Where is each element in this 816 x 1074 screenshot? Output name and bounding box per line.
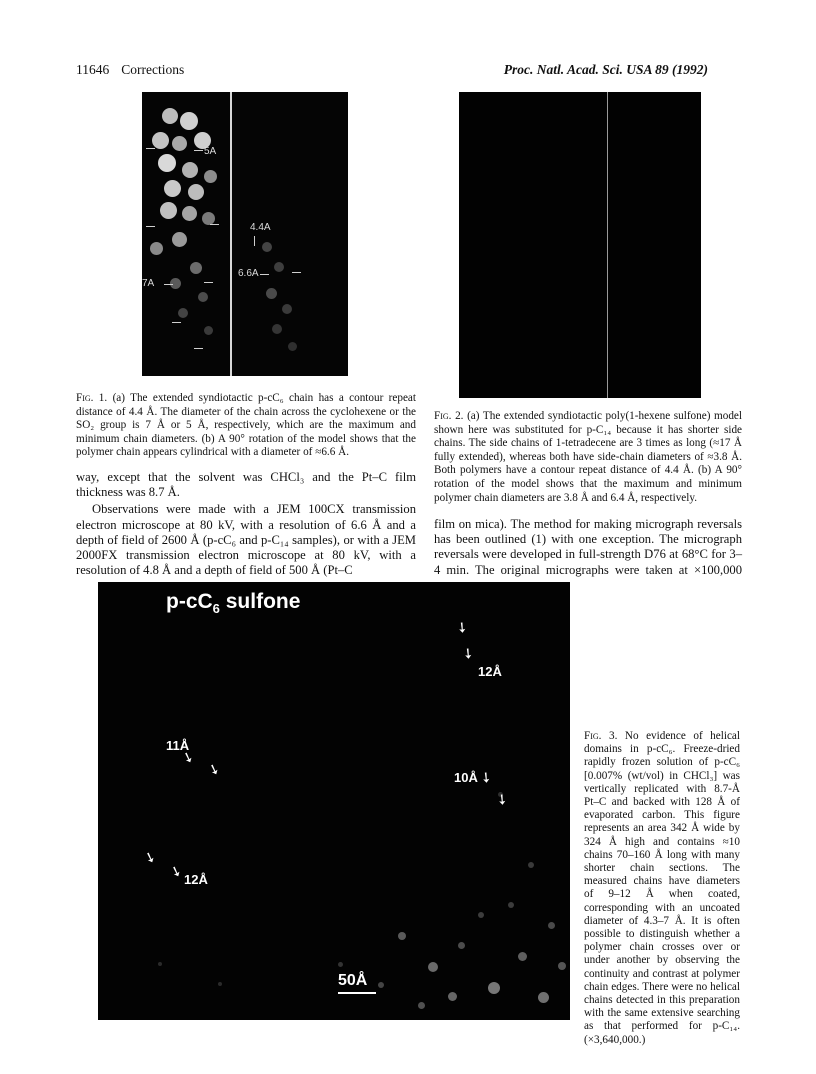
fig1-label-6-6a: 6.6A	[238, 268, 259, 279]
right-paragraph: film on mica). The method for making micrograph reversals has been outlined (1) with one exception. The micrograph reversals were developed in full-strength D76 at 68°C for 3–4 min. The original micrographs were taken at ×100,000	[434, 517, 742, 577]
figure-2-image	[459, 92, 701, 398]
figure-1-image	[142, 92, 348, 376]
figure-2-caption	[434, 410, 742, 505]
fig3-label-12a-top: 12Å	[478, 664, 502, 679]
figure-1-caption	[76, 392, 416, 460]
fig3-scale-label: 50Å	[338, 972, 368, 989]
section-title: Corrections	[121, 62, 185, 77]
running-header-left	[76, 62, 184, 78]
figure-3-image: $p-cC_6$ sulfone ➘ ➘ 12Å 11Å ➘ ➘ 10Å ➘ ➘ ➘ ➘ 12Å 50Å	[98, 582, 570, 1020]
fig1-label-4-4a: 4.4A	[250, 222, 271, 233]
fig3-title: $p-cC_6$ sulfone	[166, 590, 301, 617]
fig2-caption-text: (a) The extended syndiotactic poly(1-hexene sulfone) model shown here was substituted for p-C₁₄ because it has shorter side chains. The side chains of 1-tetradecene are 3 times as long (≈17 Å fully extended), whereas both have side-chain diameters of ≈3.8 Å. Both polymers have a contour repeat distance of 4.4 Å. (b) A 90° rotation of the model shows that the maximum and minimum polymer chain diameters are 3.8 Å and 6.4 Å, respectively.	[434, 410, 743, 504]
fig3-caption-text: No evidence of helical domains in p-cC₆. Freeze-dried rapidly frozen solution of p-cC₆ [0.007% (wt/vol) in CHCl₃] was vertically replicated with 8.7-Å Pt–C and backed with 128 Å of evaporated carbon. This figure represents an area 342 Å wide by 324 Å high and contains ≈10 chains 70–160 Å long with many shorter chain sections. The measured chains have diameters of 9–12 Å when coated, corresponding with an uncoated diameter of 4.3–7 Å. It is often possible to distinguish whether a polymer chain crosses over or under another by observing the continuity and contrast at polymer chain edges. There were no helical chains detected in this preparation with the same extensive searching as that performed for p-C₁₄. (×3,640,000.)	[584, 730, 740, 1046]
fig3-label-12a-bottom: 12Å	[184, 872, 208, 887]
left-paragraph-2: Observations were made with a JEM 100CX transmission electron microscope at 80 kV, with a resolution of 6.6 Å and a depth of field of 2600 Å (p-cC₆ and p-C₁₄ samples), or with a JEM 2000FX transmission electron microscope at 80 kV, with a resolution of 4.8 Å and a depth of field of 500 Å (Pt–C	[76, 502, 416, 578]
left-column-text	[76, 470, 416, 578]
fig1-label-5a: 5A	[204, 146, 217, 157]
figure-3-caption	[584, 730, 740, 1047]
fig1-caption-text: (a) The extended syndiotactic p-cC₆ chain has a contour repeat distance of 4.4 Å. The diameter of the chain across the cyclohexene or the SO₂ group is 7 Å or 5 Å, respectively, which are the maximum and minimum chain diameters. (b) A 90° rotation of the model shows that the polymer chain appears cylindrical with a diameter of ≈6.6 Å.	[76, 392, 417, 459]
journal-citation: Proc. Natl. Acad. Sci. USA 89 (1992)	[503, 62, 708, 77]
fig2-caption-label: Fig. 2.	[434, 410, 464, 422]
left-paragraph-1: way, except that the solvent was CHCl₃ and the Pt–C film thickness was 8.7 Å.	[76, 470, 416, 500]
fig3-caption-label: Fig. 3.	[584, 730, 618, 742]
fig3-scale-bar	[338, 992, 376, 994]
page-number: 11646	[76, 62, 110, 77]
fig3-label-10a: 10Å	[454, 770, 478, 785]
fig1-caption-label: Fig. 1.	[76, 392, 108, 404]
fig1-label-7a: 7A	[142, 278, 155, 289]
fig3-label-11a: 11Å	[166, 738, 190, 753]
